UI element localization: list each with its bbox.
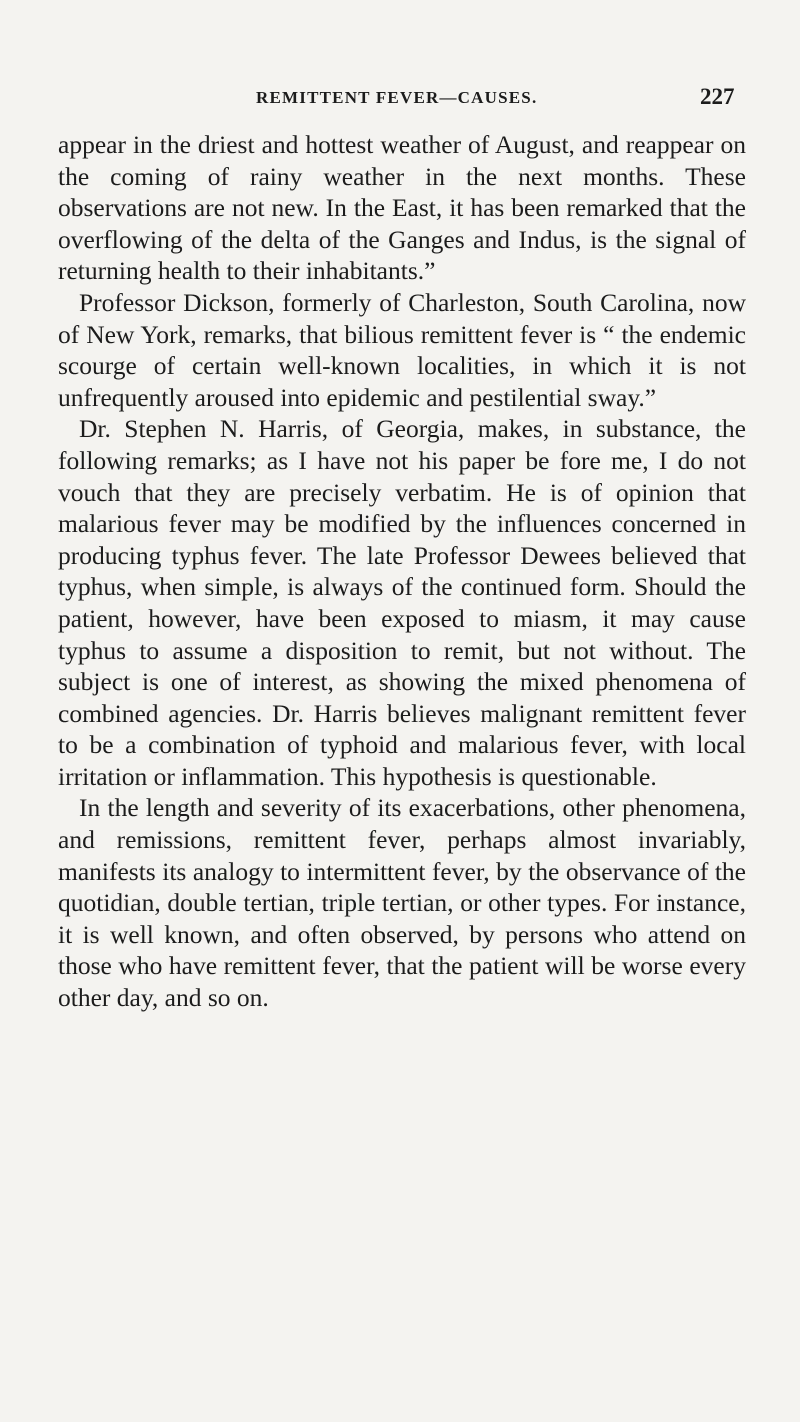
- running-head: REMITTENT FEVER—CAUSES.: [256, 88, 538, 107]
- page-number: 227: [700, 84, 735, 109]
- paragraph-harris: Dr. Stephen N. Harris, of Georgia, makes, in substance, the following remarks; as I have not his paper be fore me, I do not vouch that they are precisely verbatim. He is of opinion that malarious fever may be modified by the influences concerned in producing typhus fever. The late Professor Dewees believed that typhus, when simple, is always of the continued form. Should the patient, however, have been exposed to miasm, it may cause typhus to assume a disposition to remit, but not without. The subject is one of interest, as showing the mixed phenomena of combined agencies. Dr. Harris believes malignant remittent fever to be a combination of typhoid and malarious fever, with local irritation or inflammation. This hypothesis is questionable.: [58, 414, 746, 791]
- paragraph-continued: appear in the driest and hottest weather of August, and reappear on the coming of rainy weather in the next months. These observations are not new. In the East, it has been remarked that the overflowing of the delta of the Ganges and Indus, is the signal of returning health to their inhabitants.”: [58, 130, 746, 286]
- paragraph-exacerbations: In the length and severity of its exacerbations, other phenomena, and remissions, remittent fever, perhaps almost invariably, manifests its analogy to intermittent fever, by the observance of the quotidian, double tertian, triple tertian, or other types. For instance, it is well known, and often observed, by persons who attend on those who have remittent fever, that the patient will be worse every other day, and so on.: [58, 793, 746, 1013]
- paragraph-dickson: Professor Dickson, formerly of Charleston, South Carolina, now of New York, remarks, that bilious remittent fever is “ the endemic scourge of certain well-known localities, in which it is not unfrequently aroused into epidemic and pestilential sway.”: [58, 287, 746, 412]
- body-text: [58, 129, 746, 1014]
